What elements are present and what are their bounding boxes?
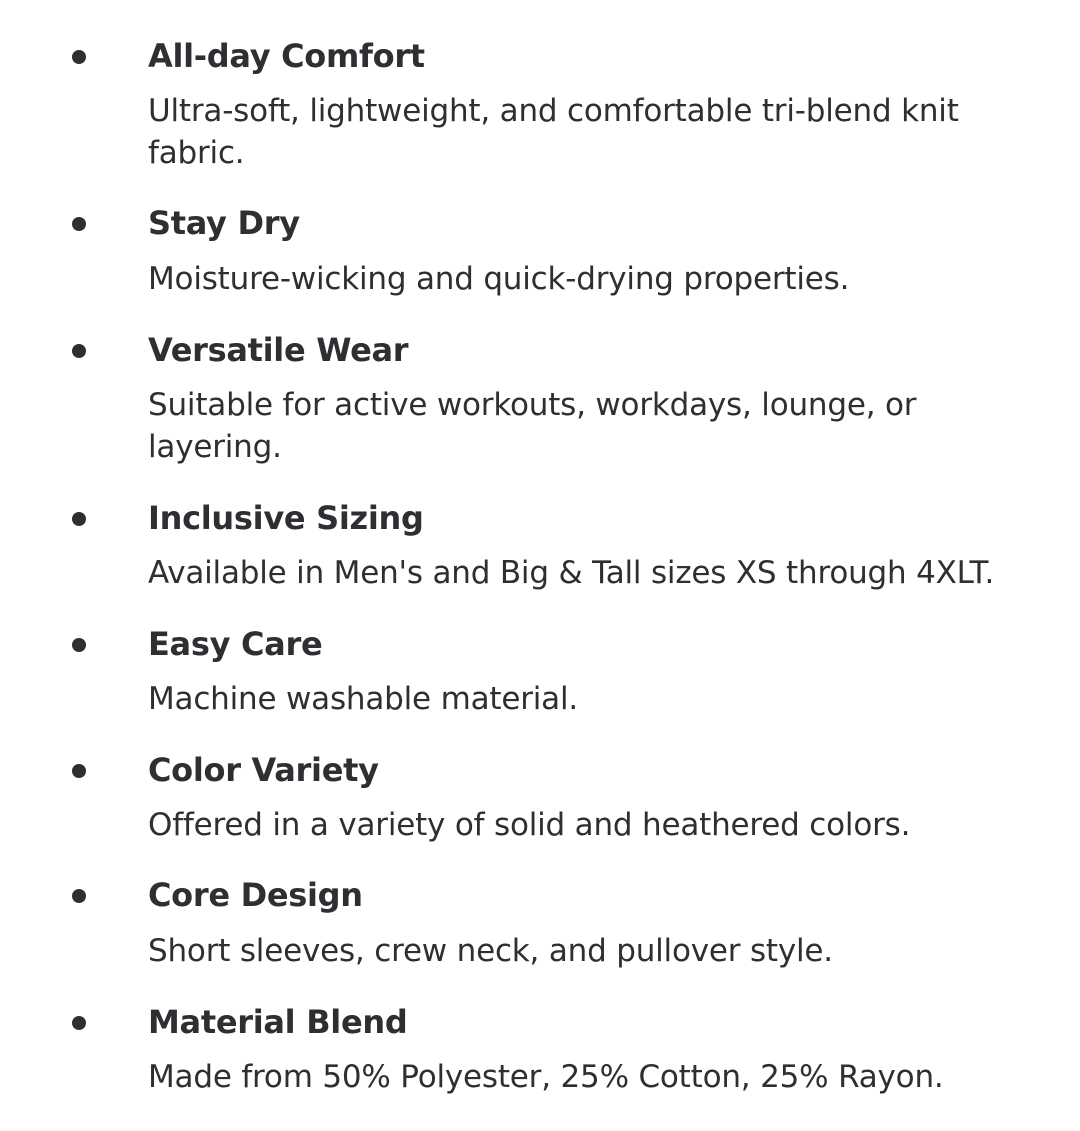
feature-title: All-day Comfort [148, 37, 425, 75]
feature-title: Versatile Wear [148, 331, 409, 369]
bullet-icon [72, 50, 86, 64]
feature-description: Machine washable material. [148, 681, 579, 717]
feature-title: Color Variety [148, 751, 379, 789]
bullet-icon [72, 638, 86, 652]
feature-description: Moisture-wicking and quick-drying properties. [148, 261, 850, 297]
feature-description: Ultra-soft, lightweight, and comfortable tri-blend knit fabric. [148, 93, 959, 171]
bullet-icon [72, 764, 86, 778]
feature-title: Easy Care [148, 625, 323, 663]
feature-title: Inclusive Sizing [148, 499, 424, 537]
feature-title: Material Blend [148, 1003, 408, 1041]
feature-description: Offered in a variety of solid and heathered colors. [148, 807, 911, 843]
bullet-icon [72, 1016, 86, 1030]
feature-description: Suitable for active workouts, workdays, lounge, or layering. [148, 387, 917, 465]
feature-title: Stay Dry [148, 204, 300, 242]
feature-description: Made from 50% Polyester, 25% Cotton, 25% Rayon. [148, 1059, 944, 1095]
feature-title: Core Design [148, 876, 363, 914]
bullet-icon [72, 512, 86, 526]
bullet-icon [72, 217, 86, 231]
feature-description: Short sleeves, crew neck, and pullover style. [148, 933, 833, 969]
bullet-icon [72, 889, 86, 903]
bullet-icon [72, 344, 86, 358]
feature-description: Available in Men's and Big & Tall sizes XS through 4XLT. [148, 555, 995, 591]
